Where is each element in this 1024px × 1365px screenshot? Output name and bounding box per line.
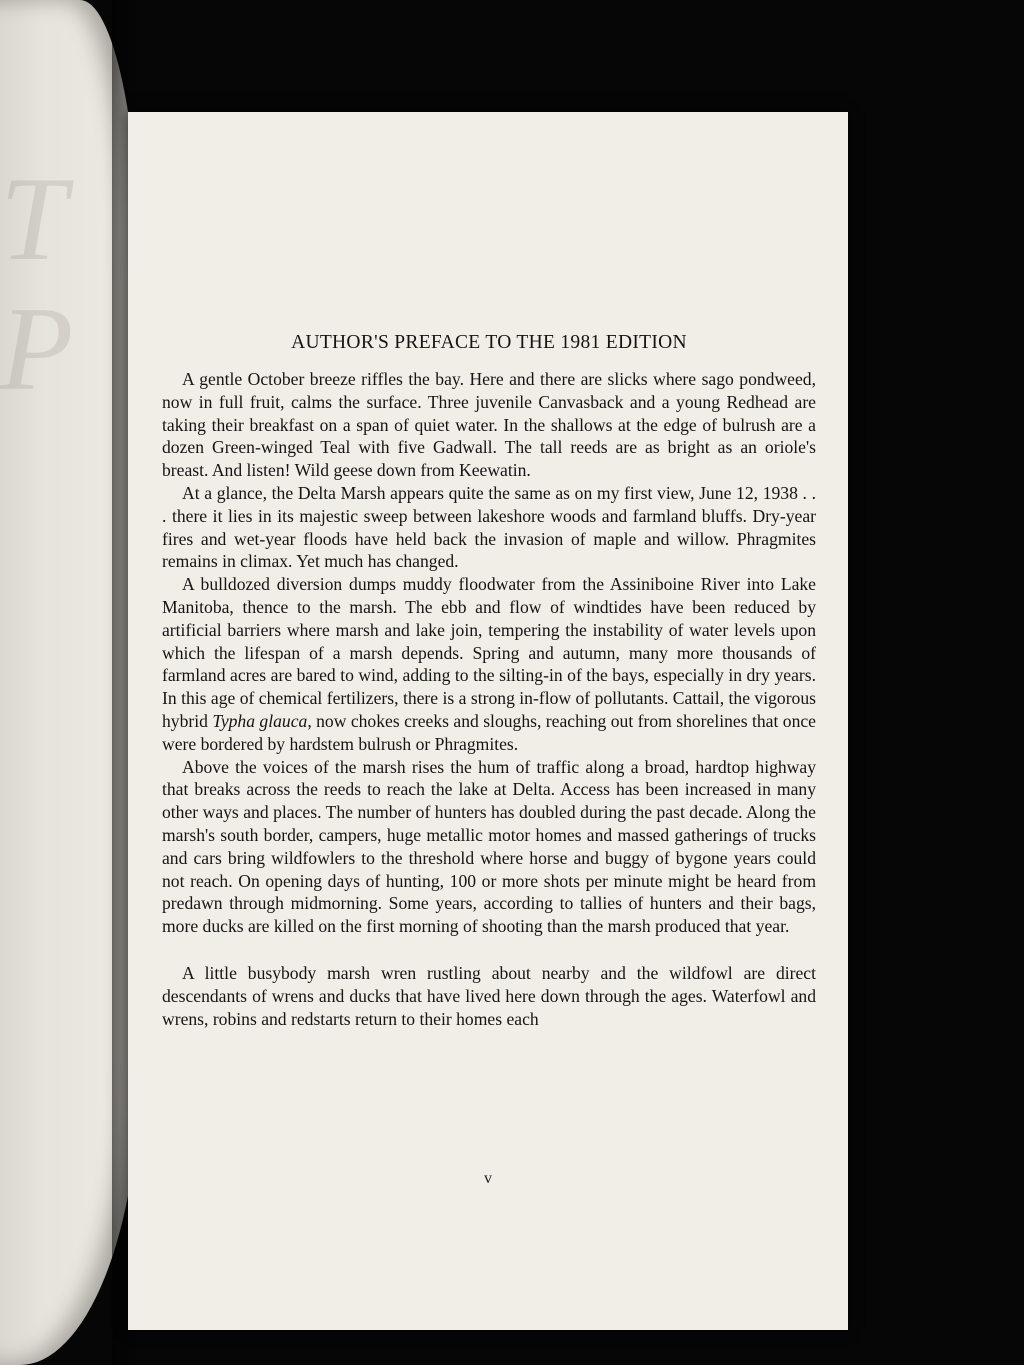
paragraph-1: A gentle October breeze riffles the bay. Here and there are slicks where sago pondweed, now in full fruit, calms the surface. Three juvenile Canvasback and a young Redhead are taking their breakfast on a span of quiet water. In the shallows at the edge of bulrush are a dozen Green-winged Teal with five Gadwall. The tall reeds are as bright as an oriole's breast. And listen! Wild geese down from Keewatin. (162, 369, 816, 481)
preface-heading: AUTHOR'S PREFACE TO THE 1981 EDITION (291, 332, 687, 353)
paragraph-3 (162, 573, 816, 755)
bleed-through-glyph: P (0, 282, 74, 415)
paragraph-3-text-a: A bulldozed diversion dumps muddy floodwater from the Assiniboine River into Lake Manitoba, thence to the marsh. The ebb and flow of windtides have been reduced by artificial barriers where marsh and lake join, tempering the instability of water levels upon which the lifespan of a marsh depends. Spring and autumn, many more thousands of farmland acres are bared to wind, adding to the silting-in of the bays, especially in dry years. In this age of chemical fertilizers, there is a strong in-flow of pollutants. Cattail, the vigorous hybrid (162, 574, 816, 731)
species-name-italic: Typha glauca (212, 710, 308, 731)
bleed-through-glyph: T (0, 152, 67, 285)
paragraph-2: At a glance, the Delta Marsh appears quite the same as on my first view, June 12, 1938 . . . there it lies in its majestic sweep between lakeshore woods and farmland bluffs. Dry-year fires and wet-year floods have held back the invasion of maple and willow. Phragmites remains in climax. Yet much has changed. (162, 482, 816, 572)
page-body (162, 332, 816, 1030)
paragraph-5: A little busybody marsh wren rustling about nearby and the wildfowl are direct descendants of wrens and ducks that have lived here down through the ages. Waterfowl and wrens, robins and redstarts return to their homes each (162, 962, 816, 1029)
paragraph-4: Above the voices of the marsh rises the hum of traffic along a broad, hardtop highway that breaks across the reeds to reach the lake at Delta. Access has been increased in many other ways and places. The number of hunters has doubled during the past decade. Along the marsh's south border, campers, huge metallic motor homes and massed gatherings of trucks and cars bring wildfowlers to the threshold where horse and buggy of bygone years could not reach. On opening days of hunting, 100 or more shots per minute might be heard from predawn through midmorning. Some years, according to tallies of hunters and their bags, more ducks are killed on the first morning of shooting than the marsh produced that year. (162, 756, 816, 937)
paragraph-3-text-b: , now chokes creeks and sloughs, reaching out from shorelines that once were bordered by hardstem bulrush or Phragmites. (162, 710, 816, 754)
book-page (128, 112, 848, 1330)
page-number: v (484, 1170, 492, 1187)
